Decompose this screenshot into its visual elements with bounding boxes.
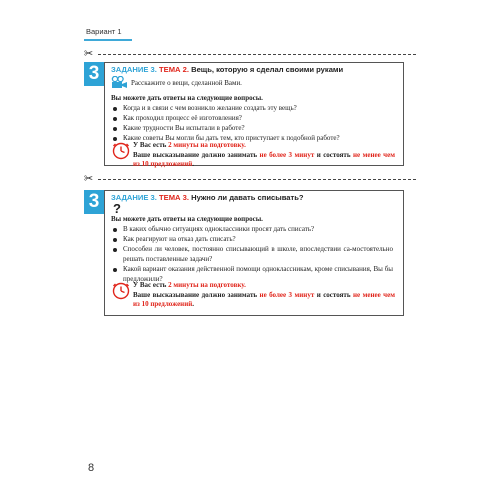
task-title (111, 193, 304, 202)
list-item (111, 103, 393, 113)
question-list (111, 103, 393, 143)
list-item (111, 224, 393, 234)
questions-prompt: Вы можете дать ответы на следующие вопросы. (111, 94, 263, 102)
question-text: В каких обычно ситуациях одноклассники просят дать списать? (123, 225, 315, 233)
question-text: Какие трудности Вы испытали в работе? (123, 124, 245, 132)
topic-label: ТЕМА 2. (159, 65, 189, 74)
cut-line (98, 54, 416, 55)
task-card (104, 62, 404, 166)
answer-limit: Ваше высказывание должно занимать не более 3 минут и состоять не менее чем из 10 предложений. (133, 150, 395, 168)
prep-time: У Вас есть 2 минуты на подготовку. (133, 141, 246, 149)
question-mark-icon: ? (113, 201, 121, 216)
question-text: Какие советы Вы могли бы дать тем, кто приступает к подобной работе? (123, 134, 340, 142)
variant-label: Вариант 1 (86, 27, 122, 36)
scissors-icon: ✂ (84, 172, 94, 185)
camera-icon (111, 76, 128, 89)
variant-underline (84, 39, 132, 41)
task-number-badge: 3 (84, 190, 104, 214)
topic-title: Вещь, которую я сделал своими руками (191, 65, 344, 74)
topic-label: ТЕМА 3. (159, 193, 189, 202)
question-text: Способен ли человек, постоянно списывающий в школе, впоследствии са-мостоятельно решать поставленные задачи? (123, 245, 393, 263)
topic-title: Нужно ли давать списывать? (191, 193, 304, 202)
list-item (111, 244, 393, 264)
clock-icon (112, 142, 130, 160)
question-text: Когда и в связи с чем возникло желание создать эту вещь? (123, 104, 297, 112)
list-item (111, 234, 393, 244)
task-card (104, 190, 404, 316)
page-number: 8 (88, 462, 95, 474)
task-intro: Расскажите о вещи, сделанной Вами. (131, 79, 242, 87)
scissors-icon: ✂ (84, 47, 94, 60)
question-text: Как реагируют на отказ дать списать? (123, 235, 236, 243)
clock-icon (112, 282, 130, 300)
task-label: ЗАДАНИЕ 3. (111, 65, 157, 74)
cut-line (98, 179, 416, 180)
time-limits (133, 281, 395, 310)
task-label: ЗАДАНИЕ 3. (111, 193, 157, 202)
time-limits (133, 141, 395, 170)
task-number-badge: 3 (84, 62, 104, 86)
questions-prompt: Вы можете дать ответы на следующие вопросы. (111, 215, 263, 223)
answer-limit: Ваше высказывание должно занимать не более 3 минут и состоять не менее чем из 10 предложений. (133, 290, 395, 308)
question-text: Какой вариант оказания действенной помощи одноклассникам, кроме списывания, Вы бы предложили? (123, 265, 393, 283)
list-item (111, 123, 393, 133)
question-list (111, 224, 393, 284)
prep-time: У Вас есть 2 минуты на подготовку. (133, 281, 246, 289)
list-item (111, 113, 393, 123)
task-title (111, 65, 343, 74)
question-text: Как проходил процесс её изготовления? (123, 114, 242, 122)
